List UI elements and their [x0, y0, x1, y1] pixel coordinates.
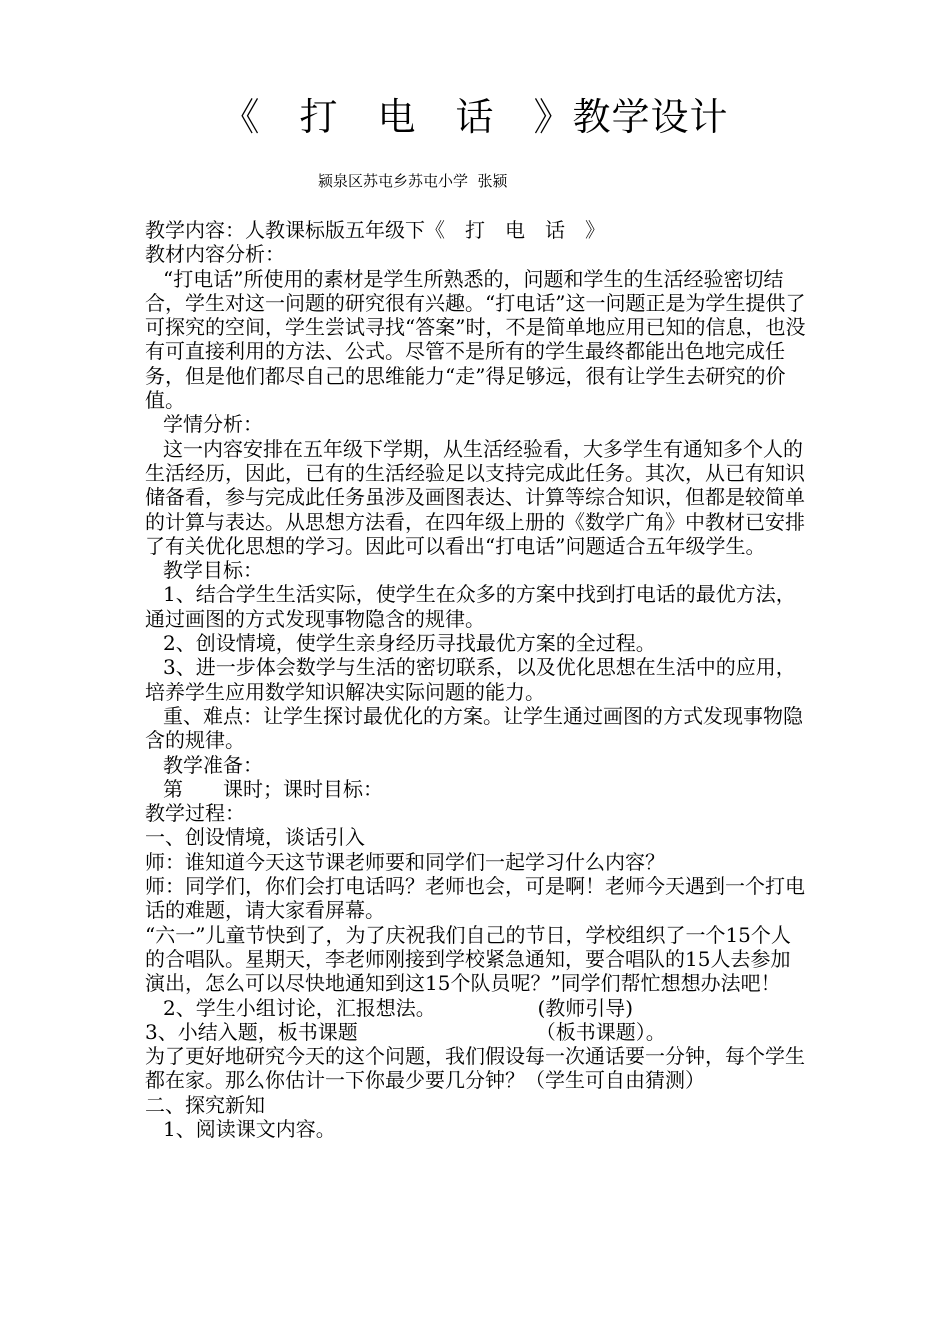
heading-section-1: 一、创设情境，谈话引入 — [145, 825, 365, 850]
paragraph-teaching-content: 教学内容：人教课标版五年级下《 打 电 话 》 — [145, 218, 605, 242]
document-body — [145, 218, 809, 1141]
heading-teaching-prep: 教学准备： — [163, 752, 263, 777]
paragraph-scenario: “六一”儿童节快到了，为了庆祝我们自己的节日，学校组织了一个15个人的合唱队。星期天，李老师刚接到学校紧急通知，要合唱队的15人去参加演出，怎么可以尽快地通知到这15个队员呢？”同学们帮忙想想办法吧！ — [145, 922, 791, 996]
paragraph-summary: 3、小结入题，板书课题 （板书课题）。 — [145, 1019, 666, 1044]
heading-teaching-process: 教学过程： — [145, 801, 245, 826]
document-title: 《 打 电 话 》教学设计 — [221, 95, 729, 139]
paragraph-goal-2: 2、创设情境，使学生亲身经历寻找最优方案的全过程。 — [163, 631, 656, 656]
author-line: 颍泉区苏屯乡苏屯小学 张颍 — [318, 172, 508, 190]
paragraph-key-points: 重、难点：让学生探讨最优化的方案。让学生通过画图的方式发现事物隐含的规律。 — [145, 703, 803, 753]
heading-teaching-goals: 教学目标： — [163, 558, 263, 583]
heading-material-analysis: 教材内容分析： — [145, 242, 285, 267]
heading-section-2: 二、探究新知 — [145, 1092, 265, 1117]
paragraph-goal-3: 3、进一步体会数学与生活的密切联系，以及优化思想在生活中的应用，培养学生应用数学知识解决实际问题的能力。 — [145, 655, 796, 704]
paragraph-group-discussion: 2、学生小组讨论，汇报想法。 (教师引导) — [163, 995, 634, 1020]
heading-student-analysis: 学情分析： — [163, 412, 263, 437]
paragraph-material-analysis: “打电话”所使用的素材是学生所熟悉的，问题和学生的生活经验密切结合，学生对这一问题的研究很有兴趣。“打电话”这一问题正是为学生提供了可探究的空间，学生尝试寻找“答案”时，不是简单地应用已知的信息，也没有可直接利用的方法、公式。尽管不是所有的学生最终都能出色地完成任务，但是他们都尽自己的思维能力“走”得足够远，很有让学生去研究的价值。 — [145, 266, 806, 413]
paragraph-lesson-number: 第 课时；课时目标： — [163, 776, 383, 801]
paragraph-goal-1: 1、结合学生生活实际，使学生在众多的方案中找到打电话的最优方法，通过画图的方式发现事物隐含的规律。 — [145, 582, 796, 631]
paragraph-teacher-intro: 师：同学们，你们会打电话吗？老师也会，可是啊！老师今天遇到一个打电话的难题，请大家看屏幕。 — [145, 874, 805, 923]
paragraph-teacher-question: 师：谁知道今天这节课老师要和同学们一起学习什么内容？ — [145, 849, 665, 874]
paragraph-assumption: 为了更好地研究今天的这个问题，我们假设每一次通话要一分钟，每个学生都在家。那么你估计一下你最少要几分钟？（学生可自由猜测） — [145, 1044, 805, 1093]
paragraph-student-analysis: 这一内容安排在五年级下学期，从生活经验看，大多学生有通知多个人的生活经历，因此，已有的生活经验足以支持完成此任务。其次，从已有知识储备看，参与完成此任务虽涉及画图表达、计算等综合知识，但都是较简单的计算与表达。从思想方法看，在四年级上册的《数学广角》中教材已安排了有关优化思想的学习。因此可以看出“打电话”问题适合五年级学生。 — [145, 436, 805, 558]
paragraph-read-text: 1、阅读课文内容。 — [163, 1116, 336, 1141]
